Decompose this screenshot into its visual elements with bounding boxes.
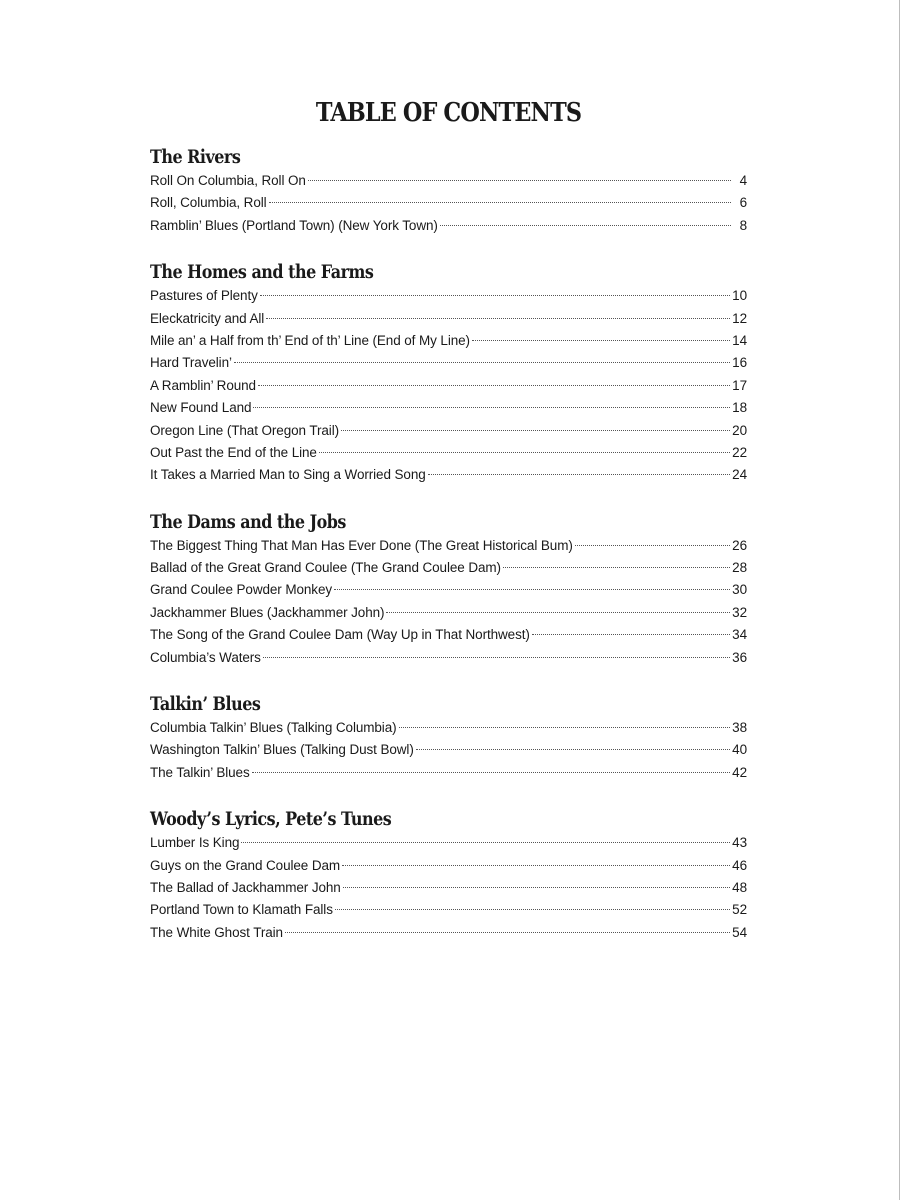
dot-leader bbox=[386, 612, 730, 613]
toc-entry[interactable] bbox=[150, 877, 747, 899]
toc-entry[interactable] bbox=[150, 330, 747, 352]
entry-title: The Talkin’ Blues bbox=[150, 764, 250, 780]
toc-entry[interactable] bbox=[150, 352, 747, 374]
entry-page-number: 38 bbox=[732, 720, 747, 736]
dot-leader bbox=[503, 567, 730, 568]
dot-leader bbox=[269, 202, 731, 203]
dot-leader bbox=[253, 407, 730, 408]
entry-page-number: 43 bbox=[732, 835, 747, 851]
toc-entry[interactable] bbox=[150, 624, 747, 646]
dot-leader bbox=[260, 295, 730, 296]
toc-section bbox=[150, 509, 747, 669]
dot-leader bbox=[258, 385, 730, 386]
entry-title: Roll On Columbia, Roll On bbox=[150, 173, 306, 188]
entry-title: Oregon Line (That Oregon Trail) bbox=[150, 422, 339, 438]
section-title: The Dams and the Jobs bbox=[150, 510, 346, 533]
entry-page-number: 22 bbox=[732, 444, 747, 460]
entry-title: Ramblin’ Blues (Portland Town) (New York Town) bbox=[150, 217, 438, 233]
dot-leader bbox=[472, 340, 730, 341]
toc-entry[interactable] bbox=[150, 442, 747, 464]
toc-entry[interactable] bbox=[150, 647, 747, 669]
entry-title: Jackhammer Blues (Jackhammer John) bbox=[150, 604, 385, 620]
entry-page-number: 12 bbox=[732, 310, 747, 326]
dot-leader bbox=[308, 180, 731, 181]
dot-leader bbox=[241, 842, 730, 843]
toc-entry[interactable] bbox=[150, 762, 747, 784]
toc-section bbox=[150, 259, 747, 487]
toc-entry[interactable] bbox=[150, 832, 747, 854]
entry-title: New Found Land bbox=[150, 400, 252, 416]
toc-entry[interactable] bbox=[150, 922, 747, 944]
section-title: The Homes and the Farms bbox=[150, 261, 374, 284]
entry-title: The Ballad of Jackhammer John bbox=[150, 879, 341, 895]
entry-page-number: 20 bbox=[732, 422, 747, 438]
section-title: The Rivers bbox=[150, 146, 241, 168]
toc-sections bbox=[150, 144, 747, 944]
table-of-contents bbox=[150, 96, 747, 966]
dot-leader bbox=[266, 318, 730, 319]
toc-entry[interactable] bbox=[150, 557, 747, 579]
entry-title: Guys on the Grand Coulee Dam bbox=[150, 857, 341, 873]
dot-leader bbox=[416, 749, 730, 750]
toc-section bbox=[150, 806, 747, 944]
entry-page-number: 36 bbox=[732, 649, 747, 665]
entry-title: Roll, Columbia, Roll bbox=[150, 195, 267, 211]
section-title: Talkin’ Blues bbox=[150, 693, 261, 716]
dot-leader bbox=[319, 452, 730, 453]
entry-page-number: 32 bbox=[732, 604, 747, 620]
toc-entry[interactable] bbox=[150, 535, 747, 557]
entry-page-number: 26 bbox=[732, 537, 747, 553]
dot-leader bbox=[343, 887, 730, 888]
toc-section bbox=[150, 144, 747, 237]
entry-title: The Song of the Grand Coulee Dam (Way Up in That Northwest) bbox=[150, 627, 530, 643]
toc-section bbox=[150, 691, 747, 784]
entry-page-number: 40 bbox=[732, 742, 747, 758]
entry-title: Portland Town to Klamath Falls bbox=[150, 902, 333, 918]
toc-entry[interactable] bbox=[150, 420, 747, 442]
entry-page-number: 30 bbox=[732, 582, 747, 598]
dot-leader bbox=[532, 634, 730, 635]
entry-title: Columbia’s Waters bbox=[150, 649, 261, 665]
entry-page-number: 4 bbox=[739, 173, 747, 188]
entry-title: Pastures of Plenty bbox=[150, 288, 258, 304]
dot-leader bbox=[335, 909, 730, 910]
toc-entry[interactable] bbox=[150, 192, 747, 214]
entry-title: Out Past the End of the Line bbox=[150, 444, 317, 460]
toc-entry[interactable] bbox=[150, 215, 747, 237]
entry-page-number: 54 bbox=[732, 924, 747, 940]
entry-title: Eleckatricity and All bbox=[150, 310, 265, 326]
entry-title: Mile an’ a Half from th’ End of th’ Line (End of My Line) bbox=[150, 332, 470, 348]
dot-leader bbox=[263, 657, 730, 658]
toc-entry[interactable] bbox=[150, 717, 747, 739]
entry-page-number: 46 bbox=[732, 857, 747, 873]
entry-title: Washington Talkin’ Blues (Talking Dust Bowl) bbox=[150, 742, 414, 758]
entry-page-number: 14 bbox=[732, 332, 747, 348]
entry-title: It Takes a Married Man to Sing a Worried Song bbox=[150, 467, 426, 483]
entry-page-number: 24 bbox=[732, 467, 747, 483]
entry-title: Ballad of the Great Grand Coulee (The Grand Coulee Dam) bbox=[150, 560, 501, 576]
toc-entry[interactable] bbox=[150, 739, 747, 761]
toc-entry[interactable] bbox=[150, 397, 747, 419]
dot-leader bbox=[285, 932, 730, 933]
entry-page-number: 16 bbox=[732, 355, 747, 371]
page-title: TABLE OF CONTENTS bbox=[315, 98, 582, 128]
toc-entry[interactable] bbox=[150, 855, 747, 877]
entry-page-number: 17 bbox=[732, 377, 747, 393]
dot-leader bbox=[234, 362, 730, 363]
entry-page-number: 42 bbox=[732, 764, 747, 780]
dot-leader bbox=[428, 474, 731, 475]
entry-title: Lumber Is King bbox=[150, 835, 240, 851]
entry-page-number: 28 bbox=[732, 560, 747, 576]
dot-leader bbox=[334, 589, 730, 590]
entry-page-number: 6 bbox=[739, 195, 747, 211]
toc-entry[interactable] bbox=[150, 308, 747, 330]
entry-title: Columbia Talkin’ Blues (Talking Columbia) bbox=[150, 720, 397, 736]
dot-leader bbox=[342, 865, 730, 866]
toc-entry[interactable] bbox=[150, 375, 747, 397]
entry-page-number: 34 bbox=[732, 627, 747, 643]
entry-title: Grand Coulee Powder Monkey bbox=[150, 582, 332, 598]
dot-leader bbox=[440, 225, 731, 226]
toc-entry[interactable] bbox=[150, 170, 747, 192]
section-title: Woody’s Lyrics, Pete’s Tunes bbox=[150, 808, 392, 831]
toc-entry[interactable] bbox=[150, 285, 747, 307]
dot-leader bbox=[341, 430, 730, 431]
entry-page-number: 10 bbox=[732, 288, 747, 304]
dot-leader bbox=[575, 545, 730, 546]
toc-entry[interactable] bbox=[150, 899, 747, 921]
entry-page-number: 48 bbox=[732, 879, 747, 895]
entry-title: The White Ghost Train bbox=[150, 924, 283, 940]
entry-title: The Biggest Thing That Man Has Ever Done (The Great Historical Bum) bbox=[150, 537, 573, 553]
entry-page-number: 8 bbox=[739, 217, 747, 233]
entry-page-number: 18 bbox=[732, 400, 747, 416]
dot-leader bbox=[252, 772, 731, 773]
dot-leader bbox=[399, 727, 731, 728]
entry-title: A Ramblin’ Round bbox=[150, 377, 256, 393]
toc-entry[interactable] bbox=[150, 602, 747, 624]
toc-entry[interactable] bbox=[150, 579, 747, 601]
entry-title: Hard Travelin’ bbox=[150, 355, 232, 371]
toc-entry[interactable] bbox=[150, 464, 747, 486]
entry-page-number: 52 bbox=[732, 902, 747, 918]
